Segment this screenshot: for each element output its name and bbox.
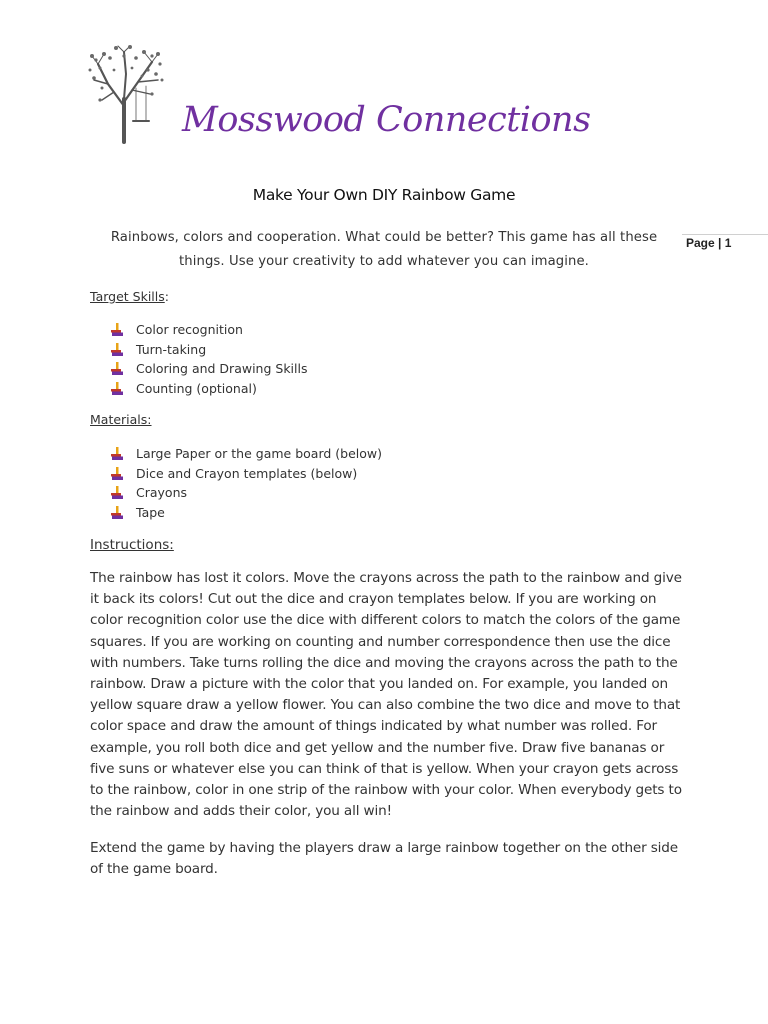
list-item	[110, 359, 307, 379]
list-item	[110, 503, 382, 523]
tree-with-swing-icon	[86, 44, 166, 144]
bullet-icon	[110, 506, 124, 520]
instructions-paragraph: The rainbow has lost it colors. Move the crayons across the path to the rainbow and give it back its colors! Cut out the dice and crayon templates below. If you are working on color recognition color use the dice with different colors to match the colors of the game squares. If you are working on counting and number correspondence then use the dice with numbers. Take turns rolling the dice and moving the crayons across the path to the rainbow. Draw a picture with the color that you landed on. For example, you landed on yellow square draw a yellow flower. You can also combine the two dice and move to that color space and draw the amount of things indicated by what number was rolled. For example, you roll both dice and get yellow and the number five. Draw five bananas or five suns or whatever else you can think of that is yellow. When your crayon gets across to the rainbow, color in one strip of the rainbow with your color. When everybody gets to the rainbow and adds their color, you all win!	[90, 570, 682, 820]
page-number-rule	[682, 234, 768, 235]
bullet-icon	[110, 323, 124, 337]
bullet-icon	[110, 382, 124, 396]
instructions-heading	[90, 537, 174, 553]
target-skills-list	[110, 320, 307, 399]
list-item-label: Turn-taking	[136, 341, 207, 357]
materials-heading	[90, 412, 152, 427]
list-item	[110, 483, 382, 503]
list-item-label: Crayons	[136, 485, 188, 501]
target-skills-heading	[90, 289, 169, 304]
list-item-label: Tape	[136, 505, 165, 521]
target-skills-heading-colon: :	[164, 289, 169, 304]
document-title: Make Your Own DIY Rainbow Game	[252, 186, 516, 204]
list-item-label: Coloring and Drawing Skills	[136, 361, 308, 377]
extension-paragraph: Extend the game by having the players draw a large rainbow together on the other side of the game board.	[90, 840, 678, 878]
brand-name: Mosswood Connections	[182, 100, 591, 140]
materials-heading-text: Materials:	[90, 412, 152, 427]
list-item	[110, 464, 382, 484]
list-item	[110, 444, 382, 464]
materials-list	[110, 444, 382, 523]
list-item-label: Dice and Crayon templates (below)	[136, 465, 358, 481]
list-item	[110, 320, 307, 340]
bullet-icon	[110, 486, 124, 500]
bullet-icon	[110, 362, 124, 376]
list-item-label: Counting (optional)	[136, 381, 257, 397]
page-number: Page | 1	[686, 236, 732, 250]
instructions-heading-text: Instructions:	[90, 537, 174, 553]
bullet-icon	[110, 447, 124, 461]
target-skills-heading-text: Target Skills	[90, 289, 165, 304]
list-item	[110, 379, 307, 399]
intro-text: Rainbows, colors and cooperation. What could be better? This game has all these things. Use your creativity to add whatever you can imagine.	[110, 230, 658, 269]
list-item-label: Large Paper or the game board (below)	[136, 446, 382, 461]
bullet-icon	[110, 467, 124, 481]
bullet-icon	[110, 343, 124, 357]
list-item	[110, 340, 307, 360]
list-item-label: Color recognition	[136, 322, 243, 337]
